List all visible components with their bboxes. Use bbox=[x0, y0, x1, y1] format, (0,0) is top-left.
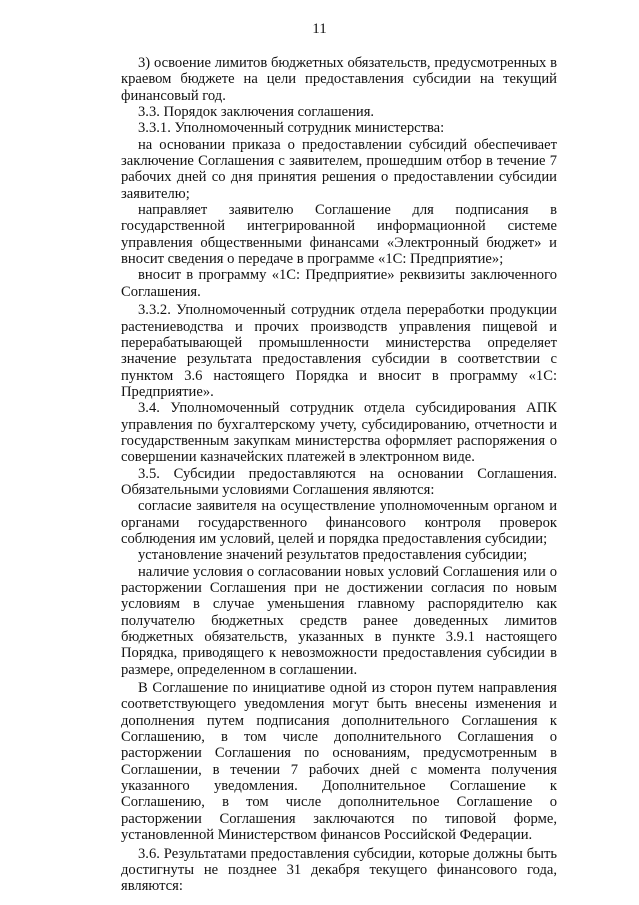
page-number: 11 bbox=[312, 21, 327, 37]
paragraph-1c-requisites: вносит в программу «1С: Предприятие» реквизиты заключенного Соглашения. bbox=[121, 267, 557, 300]
paragraph-new-terms-condition: наличие условия о согласовании новых условий Соглашения или о расторжении Соглашения при не достижении согласия по новым условиям в случае уменьшения главному распорядителю как получателю бюджетных средств ранее доведенных лимитов бюджетных обязательств, указанных в пункте 3.9.1 настоящего Порядка, приводящего к невозможности предоставления субсидии в размере, определенном в соглашении. bbox=[121, 563, 557, 678]
paragraph-agreement-conclusion: на основании приказа о предоставлении субсидий обеспечивает заключение Соглашения с заявителем, прошедшим отбор в течение 7 рабочих дней со дня принятия решения о предоставлении субсидии заявителю; bbox=[121, 136, 557, 202]
document-body bbox=[121, 55, 557, 895]
paragraph-section-3-3-1-heading: 3.3.1. Уполномоченный сотрудник министерства: bbox=[138, 120, 445, 137]
paragraph-section-3-3-heading: 3.3. Порядок заключения соглашения. bbox=[138, 104, 375, 121]
paragraph-amendments: В Соглашение по инициативе одной из сторон путем направления соответствующего уведомления могут быть внесены изменения и дополнения путем подписания дополнительного Соглашения к Соглашению, в том числе дополнительного Соглашения о расторжении Соглашения по основаниям, предусмотренным в Соглашении, в течении 7 рабочих дней с момента получения указанного уведомления. Дополнительное Соглашение к Соглашению, в том числе дополнительное Соглашение о расторжении Соглашения заключаются по типовой форме, установленной Министерством финансов Российской Федерации. bbox=[121, 680, 557, 844]
paragraph-section-3-4: 3.4. Уполномоченный сотрудник отдела субсидирования АПК управления по бухгалтерскому учету, субсидированию, отчетности и государственным закупкам министерства оформляет распоряжения о совершении казначейских платежей в электронном виде. bbox=[121, 400, 557, 466]
paragraph-control-consent: согласие заявителя на осуществление уполномоченным органом и органами государственного финансового контроля проверок соблюдения им условий, целей и порядка предоставления субсидии; bbox=[121, 498, 557, 547]
paragraph-result-values: установление значений результатов предоставления субсидии; bbox=[138, 547, 528, 564]
paragraph-electronic-budget: направляет заявителю Соглашение для подписания в государственной интегрированной информационной системе управления общественными финансами «Электронный бюджет» и вносит сведения о передаче в программе «1С: Предприятие»; bbox=[121, 202, 557, 268]
paragraph-limits-clause: 3) освоение лимитов бюджетных обязательств, предусмотренных в краевом бюджете на цели предоставления субсидии на текущий финансовый год. bbox=[121, 55, 557, 104]
paragraph-section-3-5: 3.5. Субсидии предоставляются на основании Соглашения. Обязательными условиями Соглашения являются: bbox=[121, 465, 557, 498]
paragraph-section-3-3-2: 3.3.2. Уполномоченный сотрудник отдела переработки продукции растениеводства и прочих производств управления пищевой и перерабатывающей промышленности министерства определяет значение результата предоставления субсидии в соответствии с пунктом 3.6 настоящего Порядка и вносит в программу «1С: Предприятие». bbox=[121, 302, 557, 400]
paragraph-section-3-6: 3.6. Результатами предоставления субсидии, которые должны быть достигнуты не позднее 31 декабря текущего финансового года, являются: bbox=[121, 845, 557, 895]
